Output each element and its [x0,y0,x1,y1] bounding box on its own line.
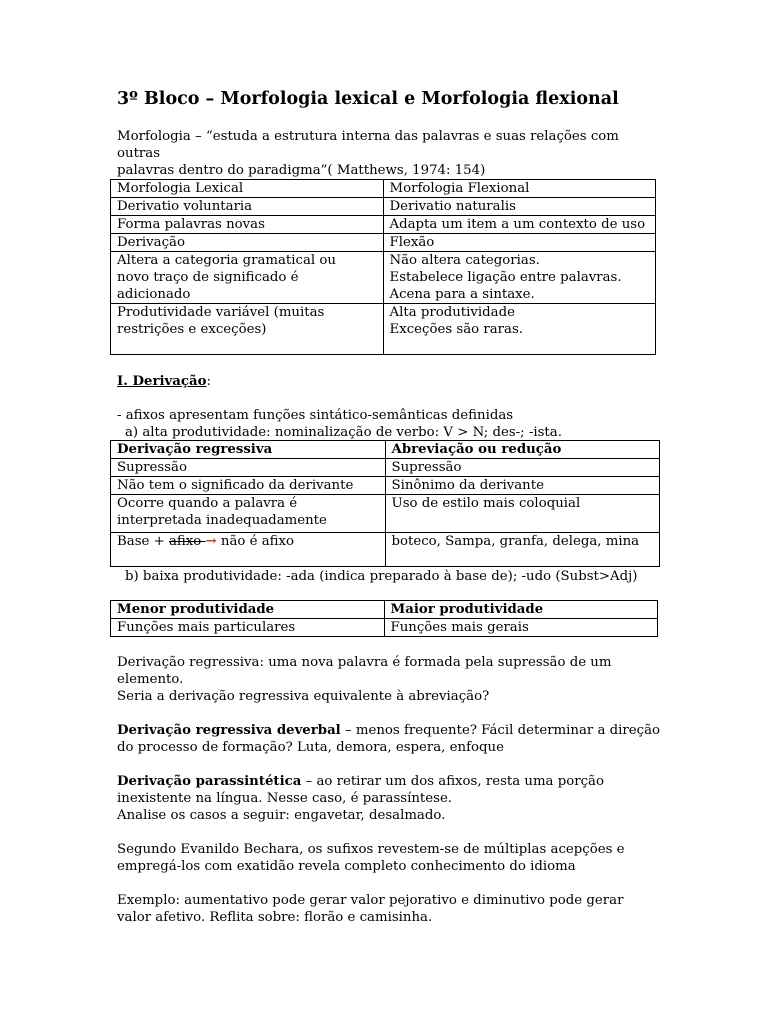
section-heading-text: I. Derivação [117,374,207,389]
arrow-right-icon: → [205,534,217,549]
paragraph-line: Segundo Evanildo Bechara, os sufixos revestem-se de múltiplas acepções e [117,842,625,857]
afixos-line: - afixos apresentam funções sintático-semânticas definidas [117,408,514,423]
table-cell: Sinônimo da derivante [385,477,660,495]
paragraph-line: elemento. [117,672,184,687]
table-row [111,459,660,477]
regressive-derivation-table [110,440,660,567]
cell-line: Alta produtividade [389,305,515,320]
table-row [111,180,656,198]
table-cell: Supressão [111,459,386,477]
item-a-line: a) alta produtividade: nominalização de verbo: V > N; des-; -ista. [125,425,562,440]
section-heading [117,373,660,390]
productivity-table [110,600,658,637]
table-cell: Não tem o significado da derivante [111,477,386,495]
table-row [111,619,658,637]
table-cell: Funções mais gerais [384,619,658,637]
table-row [111,601,658,619]
paragraph-line: do processo de formação? Luta, demora, espera, enfoque [117,740,504,755]
paragraph-line [117,773,660,790]
table-row [111,252,656,304]
title-block [117,88,660,110]
table-cell: Derivatio naturalis [383,198,656,216]
cell-line: adicionado [117,287,191,302]
definition-line: palavras dentro do paradigma”( Matthews, 1974: 154) [117,163,486,178]
paragraph-text: – ao retirar um dos afixos, resta uma porção [301,774,604,789]
table-cell [383,252,656,304]
cell-line: Produtividade variável (muitas [117,305,325,320]
table-cell [383,304,656,355]
cell-line: interpretada inadequadamente [117,513,327,528]
table-cell [111,495,386,533]
base-text: Base + [117,534,169,549]
paragraph-line: inexistente na língua. Nesse caso, é parassíntese. [117,791,453,806]
morphology-comparison-table [110,179,656,355]
paragraph-text: – menos frequente? Fácil determinar a direção [340,723,661,738]
table-row [111,533,660,567]
table-cell: Forma palavras novas [111,216,384,234]
cell-line: restrições e exceções) [117,322,267,337]
cell-line: Acena para a sintaxe. [389,287,535,302]
item-b-text: b) baixa produtividade: -ada (indica preparado à base de); -udo (Subst>Adj) [125,569,638,584]
table-cell: Supressão [385,459,660,477]
table-row [111,441,660,459]
table-cell: Derivatio voluntaria [111,198,384,216]
cell-line: Exceções são raras. [389,322,523,337]
paragraph-line [117,722,660,739]
paragraph-line: Exemplo: aumentativo pode gerar valor pejorativo e diminutivo pode gerar [117,893,624,908]
table-row [111,304,656,355]
rest-text: não é afixo [216,534,295,549]
bold-term: Derivação parassintética [117,774,302,789]
cell-line: Uso de estilo mais coloquial [391,496,581,511]
paragraph-line: Analise os casos a seguir: engavetar, desalmado. [117,808,446,823]
page-title: 3º Bloco – Morfologia lexical e Morfologia flexional [117,89,619,109]
table-row [111,198,656,216]
table-cell [111,533,386,567]
table-header-cell: Maior produtividade [384,601,658,619]
section-derivacao [117,373,660,441]
table-header-cell: Menor produtividade [111,601,385,619]
table-cell [111,304,384,355]
section-heading-colon: : [206,374,211,389]
table-header-cell: Abreviação ou redução [385,441,660,459]
table-cell [385,495,660,533]
table-header-cell: Derivação regressiva [111,441,386,459]
table-cell: Morfologia Lexical [111,180,384,198]
cell-line: Altera a categoria gramatical ou [117,253,336,268]
cell-line: novo traço de significado é [117,270,299,285]
table-row [111,234,656,252]
bold-term: Derivação regressiva deverbal [117,723,341,738]
paragraph-line: valor afetivo. Reflita sobre: florão e camisinha. [117,910,433,925]
struck-afixo-text: afixo [169,534,206,549]
table-cell: Derivação [111,234,384,252]
table-cell [111,252,384,304]
table-cell: Flexão [383,234,656,252]
table-cell: Morfologia Flexional [383,180,656,198]
paragraph-line: Seria a derivação regressiva equivalente à abreviação? [117,689,490,704]
table-cell: Funções mais particulares [111,619,385,637]
table-cell: boteco, Sampa, granfa, delega, mina [385,533,660,567]
cell-line: Não altera categorias. [389,253,540,268]
table-row [111,216,656,234]
paragraph-line: Derivação regressiva: uma nova palavra é formada pela supressão de um [117,655,612,670]
item-b-line [117,568,660,585]
table-row [111,495,660,533]
cell-line: Estabelece ligação entre palavras. [389,270,622,285]
cell-line: Ocorre quando a palavra é [117,496,298,511]
body-paragraphs [117,654,660,926]
definition-line: Morfologia – “estuda a estrutura interna das palavras e suas relações com outras [117,129,619,161]
table-row [111,477,660,495]
paragraph-line: empregá-los com exatidão revela completo conhecimento do idioma [117,859,576,874]
table-cell: Adapta um item a um contexto de uso [383,216,656,234]
definition-paragraph [117,128,660,179]
